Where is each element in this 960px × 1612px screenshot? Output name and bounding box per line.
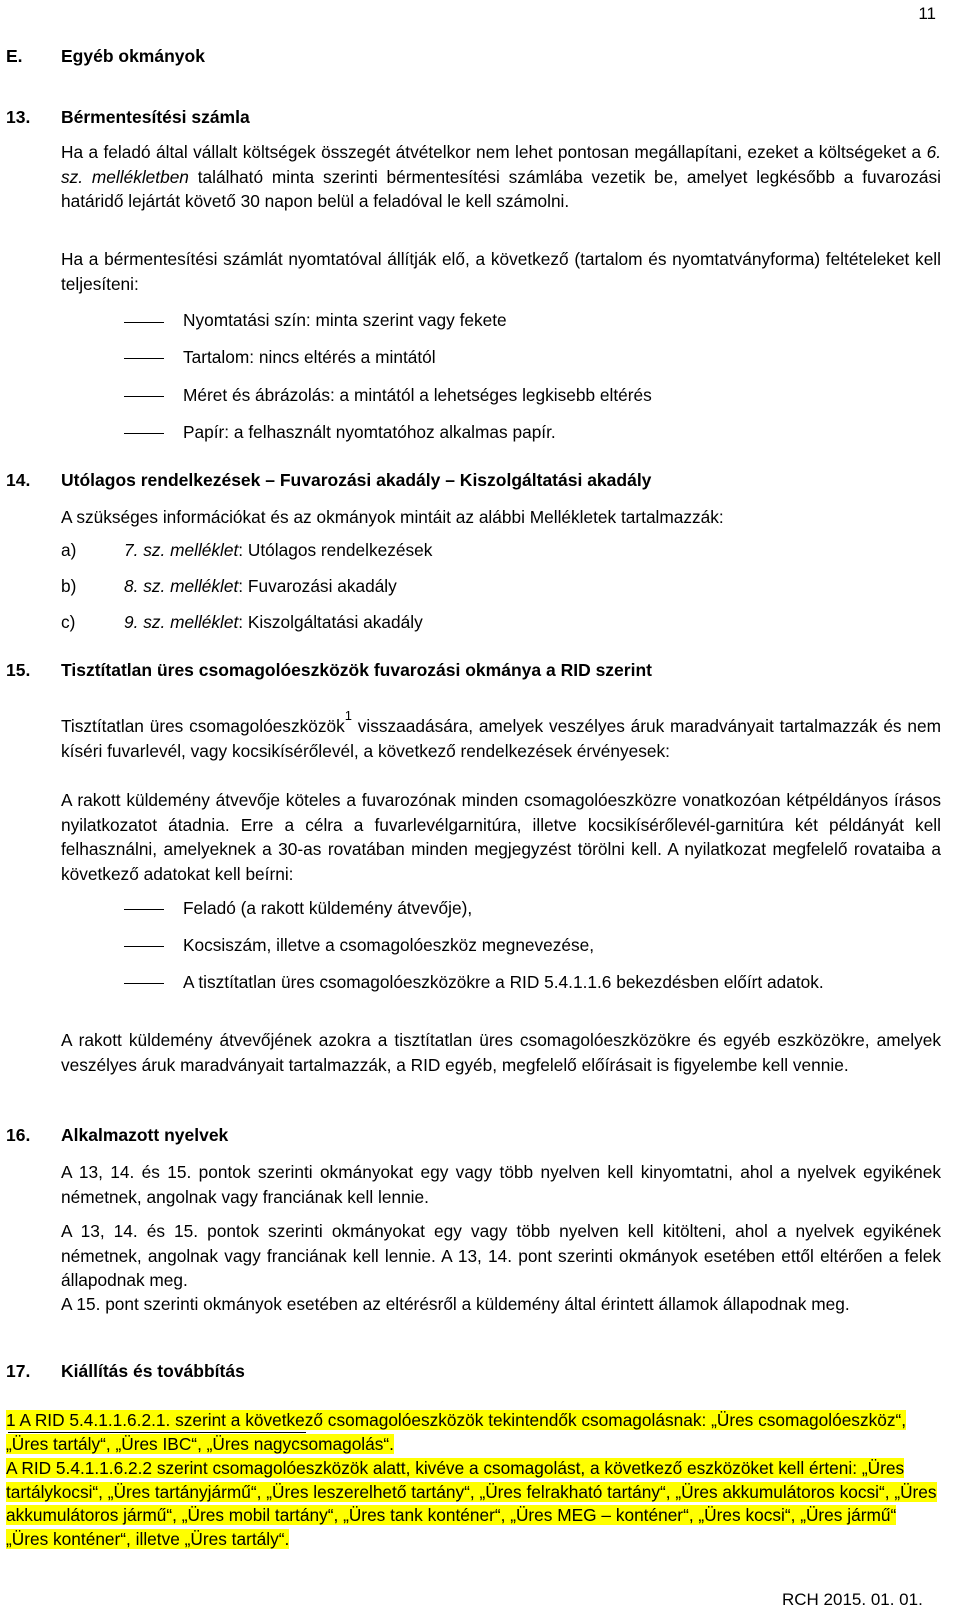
s14-item-b-letter: b): [61, 576, 77, 596]
section-e-number: E.: [6, 46, 23, 66]
s15-bullet-1: Feladó (a rakott küldemény átvevője),: [183, 898, 473, 918]
s13-title: Bérmentesítési számla: [61, 107, 250, 127]
s13-bullet-1: Nyomtatási szín: minta szerint vagy fekete: [183, 310, 507, 330]
s16-paragraph-1: A 13, 14. és 15. pontok szerinti okmányokat egy vagy több nyelven kell kinyomtatni, ahol a nyelvek egyikének németnek, angolnak vagy franciának kell lennie.: [61, 1162, 941, 1207]
s15-paragraph-2: A rakott küldemény átvevője köteles a fuvarozónak minden csomagolóeszközre vonatkozóan kétpéldányos írásos nyilatkozatot átadnia. Erre a célra a fuvarlevélgarnitúra, illetve kocsikísérőlevél-garnitúra két példányát kell felhasználni, amelyeknek a 30-as rovatában minden megjegyzést törölni kell. A nyilatkozat megfelelő rovataiba a következő adatokat kell beírni:: [61, 790, 941, 884]
s15-title: Tisztítatlan üres csomagolóeszközök fuvarozási okmánya a RID szerint: [61, 660, 652, 680]
s14-item-c-letter: c): [61, 612, 76, 632]
s13-paragraph-1: Ha a feladó által vállalt költségek összegét átvételkor nem lehet pontosan megállapítani, ezeket a költségeket a 6. sz. mellékletben található minta szerinti bérmentesítési számlába vezetik be, amelyet legkésőbb a fuvarozási határidő lejártát követő 30 napon belül a feladóval le kell számolni.: [61, 142, 941, 212]
s15-bullet-2: Kocsiszám, illetve a csomagolóeszköz megnevezése,: [183, 935, 595, 955]
s13-paragraph-2: Ha a bérmentesítési számlát nyomtatóval állítják elő, a következő (tartalom és nyomtatványforma) feltételeket kell teljesíteni:: [61, 249, 941, 294]
s15-number: 15.: [6, 660, 31, 680]
page-number: 11: [918, 4, 936, 23]
s13-bullet-3: Méret és ábrázolás: a mintától a lehetséges legkisebb eltérés: [183, 385, 652, 405]
page-footer: RCH 2015. 01. 01.: [782, 1590, 923, 1609]
s17-number: 17.: [6, 1361, 31, 1381]
s13-bullet-4: Papír: a felhasznált nyomtatóhoz alkalmas papír.: [183, 422, 556, 442]
s15-paragraph-1: Tisztítatlan üres csomagolóeszközök$^1$ visszaadására, amelyek veszélyes áruk maradványait tartalmazzák és nem kíséri fuvarlevél, vagy kocsikísérőlevél, a következő rendelkezések érvényesek:: [61, 708, 941, 761]
s16-paragraph-3: A 15. pont szerinti okmányok esetében az eltérésről a küldemény által érintett államok állapodnak meg.: [61, 1294, 850, 1314]
bullet-dash: [124, 983, 164, 984]
section-e-title: Egyéb okmányok: [61, 46, 205, 66]
s14-intro: A szükséges információkat és az okmányok mintáit az alábbi Mellékletek tartalmazzák:: [61, 507, 724, 527]
s14-number: 14.: [6, 470, 31, 490]
s15-paragraph-3: A rakott küldemény átvevőjének azokra a tisztítatlan üres csomagolóeszközökre és egyéb eszközökre, amelyek veszélyes áruk maradványait tartalmazzák, a RID egyéb, megfelelő előírásait is figyelembe kell vennie.: [61, 1030, 941, 1075]
s14-title: Utólagos rendelkezések – Fuvarozási akadály – Kiszolgáltatási akadály: [61, 470, 652, 490]
bullet-dash: [124, 322, 164, 323]
bullet-dash: [124, 358, 164, 359]
s13-bullet-2: Tartalom: nincs eltérés a mintától: [183, 347, 436, 367]
s15-bullet-3: A tisztítatlan üres csomagolóeszközökre a RID 5.4.1.1.6 bekezdésben előírt adatok.: [183, 972, 824, 992]
s14-item-a-letter: a): [61, 540, 77, 560]
bullet-dash: [124, 946, 164, 947]
s16-number: 16.: [6, 1125, 31, 1145]
s14-item-b: 8. sz. melléklet: Fuvarozási akadály: [124, 576, 397, 596]
s13-number: 13.: [6, 107, 31, 127]
bullet-dash: [124, 909, 164, 910]
bullet-dash: [124, 396, 164, 397]
footnote-1: 1 A RID 5.4.1.1.6.2.1. szerint a következő csomagolóeszközök tekintendők csomagolásnak: „Üres csomagolóeszköz“, „Üres tartály“, „Üres IBC“, „Üres nagycsomagolás“.: [6, 1410, 907, 1454]
footnote-marker: 1: [344, 708, 352, 723]
s14-item-a: 7. sz. melléklet: Utólagos rendelkezések: [124, 540, 433, 560]
bullet-dash: [124, 433, 164, 434]
s16-paragraph-2: A 13, 14. és 15. pontok szerinti okmányokat egy vagy több nyelven kell kitölteni, ahol a nyelvek egyikének németnek, angolnak vagy franciának kell lennie. A 13, 14. pont szerinti okmányok esetében ettől eltérően a felek állapodnak meg.: [61, 1221, 941, 1291]
footnote-2: A RID 5.4.1.1.6.2.2 szerint csomagolóeszközök alatt, kivéve a csomagolást, a következő eszközöket kell érteni: „Üres tartálykocsi“, „Üres tartányjármű“, „Üres leszerelhető tartány“, „Üres felrakható tartány“, „Üres akkumulátoros kocsi“, „Üres akkumulátoros jármű“, „Üres mobil tartány“, „Üres tank konténer“, „Üres MEG – konténer“, „Üres kocsi“, „Üres jármű“ „Üres konténer“, illetve „Üres tartály“.: [6, 1458, 937, 1549]
s14-item-c: 9. sz. melléklet: Kiszolgáltatási akadály: [124, 612, 423, 632]
s13-annex-ref: 6. sz. mellékletben: [61, 142, 941, 187]
s17-title: Kiállítás és továbbítás: [61, 1361, 245, 1381]
s16-title: Alkalmazott nyelvek: [61, 1125, 229, 1145]
